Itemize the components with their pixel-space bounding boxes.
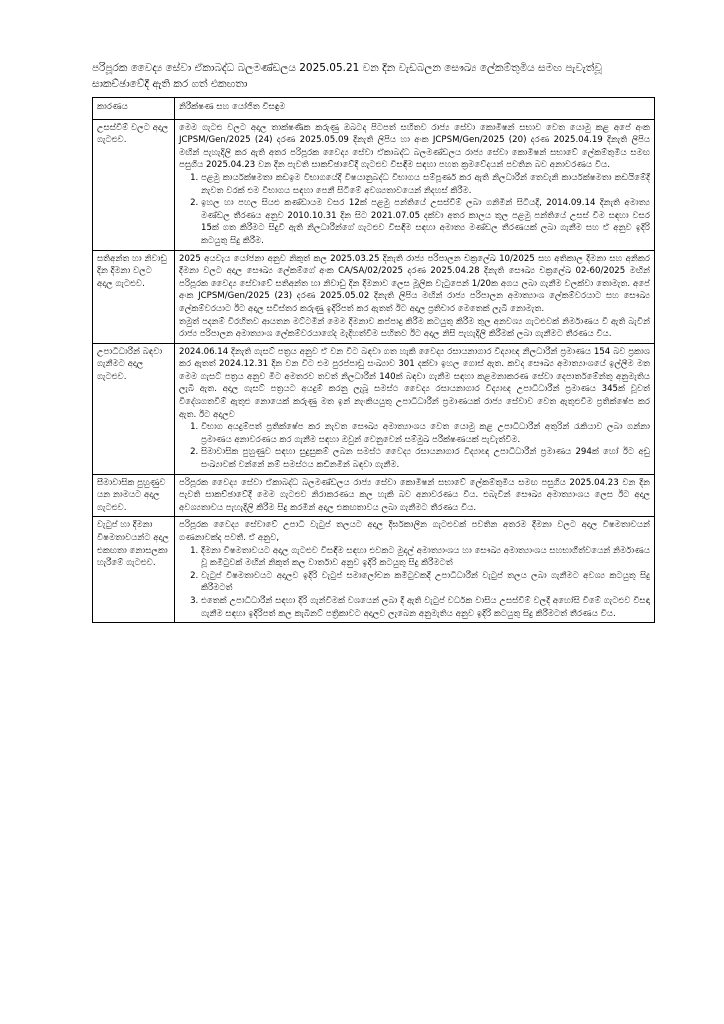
resolution-cell: [175, 517, 655, 623]
resolution-paragraph: පරිපූරක වෛද්‍ය සේවා ඒකාබද්ධ බලමණ්ඩලය රාජ්‍ය සේවා කොමිෂන් සභාවේ ලේකම්තුමිය සමඟ පසුගිය 2025.04.23 වන දින පැවති සාකච්ඡාවේදී මෙම ගැටළුව නිරාකරණය කල හැකි බව අනාවරණය විය. එබැවින් සෞඛ්‍ය අමාත්‍යාංශය ලෙස ඊට අදාල අවශ්‍යතාවය පැහැදිලි කිරීම සිදු කරමින් අදාල එකඟතාවය ලබා ගැනීමට තීරණය විය.: [179, 477, 650, 513]
document-title: පරිපූරක වෛද්‍ය සේවා ඒකාබද්ධ බලමණ්ඩලය 2025.05.21 වන දින වැඩබලන සෞඛ්‍ය ලේකම්තුමිය සමඟ පැවැත්වූ සාකච්ඡාවේදී ඇති කර ගත් එකඟතා: [92, 62, 602, 90]
issue-cell: වැටුප් හා දීමනා විෂමතාවයන්ට අදාල එකඟතා නොසලකා හැරීමේ ගැටළුව.: [93, 517, 175, 623]
resolution-cell: [175, 343, 655, 474]
table-header-row: [93, 98, 655, 120]
agreements-table: [92, 97, 655, 623]
resolution-paragraph: 2024.06.14 දිනැති ගැසට් පත්‍රය අනුව ඒ වන විට බඳවා ගත හැකි වෛද්‍ය රසායනාගාර විද්‍යාඥ නිලධාරීන් ප්‍රමාණය 154 බව ප්‍රකාශ කර ඇතත් 2024.12.31 දින වන විට එම පුරප්පාඩු සංඛ්‍යාව 301 දක්වා ඉහල ගොස් ඇත. කවද සෞඛ්‍ය අමාත්‍යාංශයේ ඉල්ලීම මත මෙම ගැසට් පත්‍රය අනුව මීට අමතරව තවත් නිලධාරීන් 140ක් බඳවා ගැනීම සඳහා කළමනාකරණ සේවා දෙපාර්තමේන්තු අනුමැතිය ලැබී ඇත. අදාල ගැසට් පත්‍රයට අයදුම් කරනු ලැබූ සමස්ථ වෛද්‍ය රසායනාගාර විද්‍යාඥ උපාධිධාරීන් ප්‍රමාණය 345ක් වූවත් විදේශගතවීම් ඇතුළු නොයෙක් කරුණු මත ඉන් නැංකියයුතු උපාධිධාරීන් ප්‍රමාණයක් රාජ්‍ය සේවාව වෙත ඇතුළුවීම ප්‍රතික්ෂේප කර ඇත. ඊට අදාලව: [179, 346, 650, 420]
resolution-list-item: 2. ඉහල හා පහල සියළු කණ්ඩායම වසර 12ක් පළමු පන්තියේ උසස්වීම් ලබා ගනිමින් සිටියදී, 2014.09.14 දිනැති අමාත්‍ය මණ්ඩල තීරණය අනුව 2010.10.31 දින සිට 2021.07.05 දක්වා අතර කාලය තුල පළමු පන්තියේ උසස් වීම සඳහා වසර 15ක් ගත කිරීමට සිදුවී ඇති නිලධාරීන්ගේ ගැටළුව විසඳීම සඳහා අමාත්‍ය මණ්ඩල තීරණයක් ලබා ගැනීම සහ ඒ අනුව ඉදිරි කටයුතු සිදු කිරීම.: [201, 197, 650, 247]
resolution-list: [179, 172, 650, 248]
resolution-paragraph: තමුත් පදනම් විරහිතව ආයතන මට්ටමින් මෙම දීමනාව කප්පාදු කිරීම කටයුතු කිරීම තුල අනවශ්‍ය ගැටළුවක් නිර්මාණය වී ඇති බැවින් රාජ්‍ය පරිපාලන අමාත්‍යාංශ ලේකම්වරයාගේද මැදිහත්වීම සහිතව ඊට අදාල නිසි පැහැදිලි කිරීමක් ලබා ගැනීමට තීරණය විය.: [179, 316, 650, 340]
table-row: [93, 119, 655, 250]
issue-cell: සතිඅන්ත හා නිවාඩු දින දීමනා වලට අදාල ගැටළුව.: [93, 250, 175, 343]
resolution-cell: [175, 119, 655, 250]
resolution-list: [179, 421, 650, 471]
resolution-paragraph: මෙම ගැටළු වලට අදාල තාක්ෂණික කරුණු ඔබටද පිටපත් සහිතව රාජ්‍ය සේවා කොමිෂන් සභාව වෙත යොමු කළ අපේ අංක JCPSM/Gen/2025 (24) දරණ 2025.05.09 දිනැති ලිපිය හා අංක JCPSM/Gen/2025 (20) දරණ 2025.04.19 දිනැති ලිපිය මඟින් පැහැදිලි කර ඇති අතර පරිපූරක වෛද්‍ය සේවා ඒකාබද්ධ බලමණ්ඩලය රාජ්‍ය සේවා කොමිෂන් සභාවේ ලේකම්තුමිය සමඟ පසුගිය 2025.04.23 වන දින පැවති සාකච්ඡාවේදී ගැටළුව විසඳීම සඳහා පහත ක්‍රමවේදයන් පවතින බව අනාවරණය විය.: [179, 122, 650, 171]
resolution-paragraph: පරිපූරක වෛද්‍ය සේවාවේ උපාධි වැටුප් තලයට අදාල දීර්ඝකාලීන ගැටළුවක් පවතින අතරම දීමනා වලට අදාල විෂමතාවයන් ගණනාවක්ද පවතී. ඒ අනුව,: [179, 520, 650, 543]
resolution-cell: [175, 250, 655, 343]
header-issue: කාරණය: [93, 98, 175, 120]
header-observations: නිරීක්ෂණ සහ යෝජිත විසඳුම: [175, 98, 655, 120]
resolution-list-item: 1. පළමු කාර්යක්ෂමතා කඩඉම විභාගයේදී විෂයානුබද්ධ විභාගය සම්පූර්ණ කර ඇති නිලධාරීන් තෙවැනි කාර්යක්ෂමතා කඩයිමේදී නැවත වරක් එම විභාගය සඳහා පෙනී සිටීමේ අවශ්‍යතාවයෙන් නිදහස් කිරීම.: [201, 172, 650, 197]
resolution-paragraph: 2025 අයවැය යෝජනා අනුව නිකුත් කල 2025.03.25 දිනැති රාජ්‍ය පරිපාලන චක්‍රලේඛ 10/2025 සහ අතිකාල දීමනා සහ අනිකර දීමනා වලට අදාල සෞඛ්‍ය ලේකම්ගේ අංක CA/SA/02/2025 දරණ 2025.04.28 දිනැති සෞඛ්‍ය චක්‍රලේඛ 02-60/2025 මඟින් පරිපූරක වෛද්‍ය සේවාවේ සතිඅන්ත හා නිවාඩු දින දීමනාව ලෙස මූලික වැටුපෙන් 1/20ක අගය ලබා ගැනීම වලක්වා තොමැත. අපේ අංක JCPSM/Gen/2025 (23) දරණ 2025.05.02 දිනැති ලිපිය මඟින් රාජ්‍ය පරිපාලන අමාත්‍යාංශ ලේකම්වරයාට සහ සෞඛ්‍ය ලේකම්වරයාට ඊට අදාල සවිස්තර කරුණු ඉදිරිපත් කර ඇතත් ඊට අදාල ප්‍රතිචාර මෙතෙක් ලැබී නොමැත.: [179, 253, 650, 314]
table-row: [93, 250, 655, 343]
table-row: [93, 343, 655, 474]
table-body: [93, 119, 655, 623]
document-page: [92, 60, 654, 623]
issue-cell: සීමාවාසික පුහුණුව යන නාමයට අදාල ගැටළුව.: [93, 474, 175, 517]
resolution-list-item: 1. විභාග අයදුම්පත් ප්‍රතික්ෂේප කර නැවත සෞඛ්‍ය අමාත්‍යාංශය වෙත යොමු කළ උපාධිධාරීන් අතුරින් රැකියාව ලබා ගන්නා ප්‍රමාණය අනාවරණය කර ගැනීම සඳහා ඔවුන් වෙනුවෙන් සම්මුඛ පරීක්ෂණයක් පැවැත්වීම.: [201, 421, 650, 446]
resolution-list-item: 3. එතෙක් උපාධිධාරීන් සඳහා දිරි ගැන්වීමක් වශයෙන් ලබා දී ඇති වැටුප් වර්ධක වාසිය උසස්වීම් වලදී අහෝසි වීමේ ගැටළුව විසඳා ගැනීම සඳහා ඉදිරිපත් කල කැබිනට් පත්‍රිකාවට අදාලව ලැබෙන අනුමැතිය අනුව ඉදිරි කටයුතු සිදු කිරීමටත් තීරණය විය.: [201, 595, 650, 620]
resolution-list-item: 2. වැටුප් විෂමතාවයට අදාලව ඉදිරි වැටුප් සමාලෝචන කමිටුවකදී උපාධිධාරීන් වැටුප් තලය ලබා ගැනීමට අවශ්‍ය කටයුතු සිදු කිරීමටත්: [201, 570, 650, 595]
table-row: [93, 474, 655, 517]
resolution-cell: [175, 474, 655, 517]
resolution-list-item: 2. සිමාවාසික පුහුණුව සඳහා සුදුසුකම් ලබන සමස්ථ වෛද්‍ය රසායනාගාර විද්‍යාඥ උපාධිධාරීන් ප්‍රමාණය 294ක් හෝ ඊට අඩු සංඛ්‍යාවක් වන්නේ නම් සමස්ථය කඩිනමින් බඳවා ගැනීම.: [201, 446, 650, 471]
issue-cell: උපාධිධාරීන් බඳවා ගැනීමට අදාල ගැටළුව.: [93, 343, 175, 474]
table-row: [93, 517, 655, 623]
issue-cell: උසස්වීම් වලට අදාල ගැටළුව.: [93, 119, 175, 250]
resolution-list-item: 1. දීමනා විෂමතාවයට අදාල ගැටළුව විසඳීම සඳහා එවකට මුදල් අමාත්‍යාංශය හා සෞඛ්‍ය අමාත්‍යාංශය සහභාගීත්වයෙන් නිර්මාණය වූ කමිටුවක් මඟින් නිකුත් කල වාර්තාව අනුව ඉදිරි කටයුතු සිදු කිරීමටත්: [201, 545, 650, 570]
resolution-list: [179, 545, 650, 621]
